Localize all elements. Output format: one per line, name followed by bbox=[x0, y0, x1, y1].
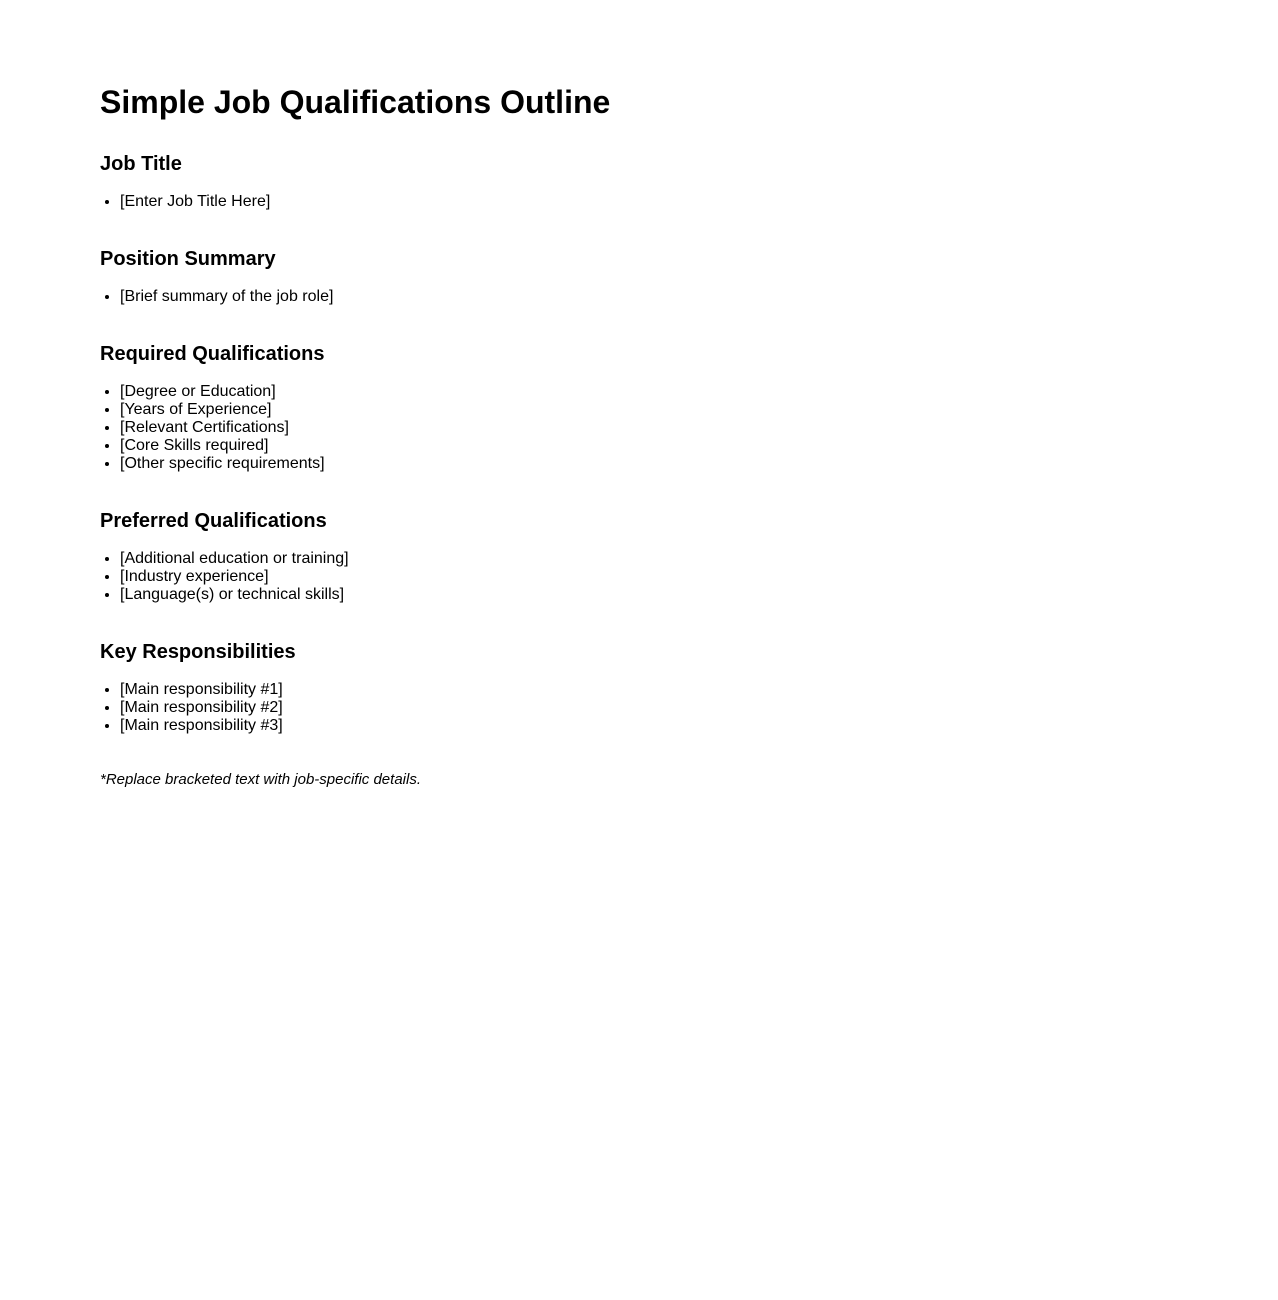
section-list bbox=[100, 383, 1278, 473]
sections bbox=[100, 152, 1278, 735]
list-item: • [Years of Experience] bbox=[120, 401, 1278, 419]
section-heading: Required Qualifications bbox=[100, 343, 325, 365]
section-heading: Key Responsibilities bbox=[100, 641, 296, 663]
section-heading: Preferred Qualifications bbox=[100, 510, 327, 532]
section-list bbox=[100, 550, 1278, 604]
list-item: • [Degree or Education] bbox=[120, 383, 1278, 401]
list-item: • [Main responsibility #2] bbox=[120, 699, 1278, 717]
section-list bbox=[100, 193, 1278, 211]
list-item: • [Relevant Certifications] bbox=[120, 419, 1278, 437]
list-item: • [Main responsibility #1] bbox=[120, 681, 1278, 699]
section-list bbox=[100, 288, 1278, 306]
page-title: Simple Job Qualifications Outline bbox=[100, 84, 611, 120]
list-item: • [Core Skills required] bbox=[120, 437, 1278, 455]
footnote: *Replace bracketed text with job-specific details. bbox=[100, 771, 421, 788]
section-list bbox=[100, 681, 1278, 735]
list-item: • [Brief summary of the job role] bbox=[120, 288, 1278, 306]
list-item: • [Other specific requirements] bbox=[120, 455, 1278, 473]
list-item: • [Language(s) or technical skills] bbox=[120, 586, 1278, 604]
list-item: • [Industry experience] bbox=[120, 568, 1278, 586]
section-heading: Job Title bbox=[100, 153, 182, 175]
section-heading: Position Summary bbox=[100, 248, 276, 270]
list-item: • [Additional education or training] bbox=[120, 550, 1278, 568]
list-item: • [Enter Job Title Here] bbox=[120, 193, 1278, 211]
list-item: • [Main responsibility #3] bbox=[120, 717, 1278, 735]
